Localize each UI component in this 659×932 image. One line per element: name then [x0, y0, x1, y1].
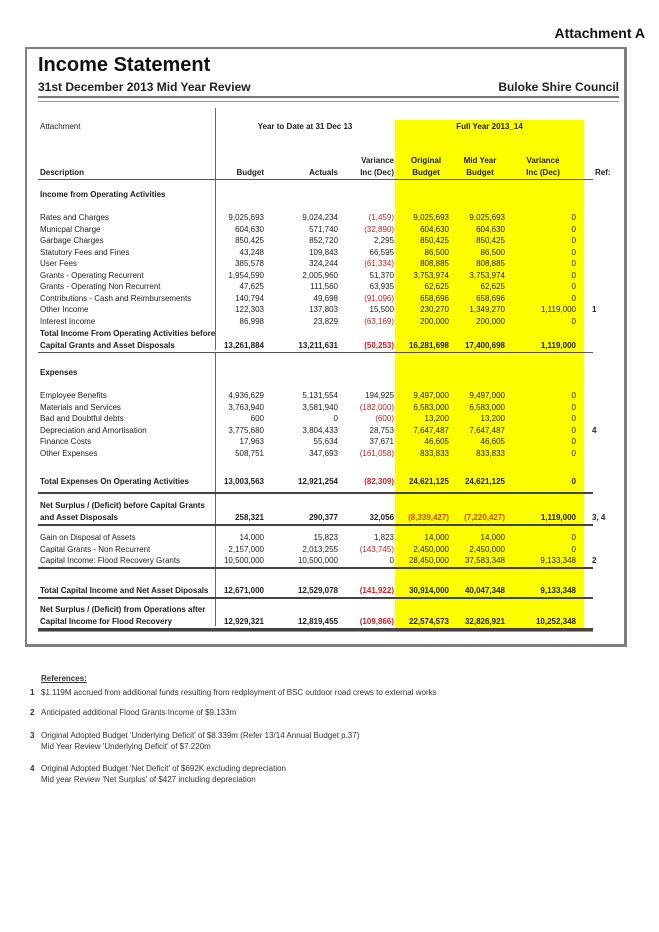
- row-midyear-budget: 833,833: [476, 448, 505, 458]
- row-description: Interest Income: [40, 316, 96, 326]
- col-variance-bottom: Inc (Dec): [360, 168, 394, 177]
- row-midyear-budget: 1,349,270: [469, 305, 505, 315]
- row-variance: 28,753: [369, 425, 394, 435]
- row-budget: 3,763,940: [228, 402, 264, 412]
- row-description: Bad and Doubtful debts: [40, 414, 124, 424]
- row-actuals: 571,740: [309, 224, 338, 234]
- row-variance: (32,890): [364, 224, 394, 234]
- expense-total-fy-variance: 0: [571, 477, 576, 486]
- row-original-budget: 833,833: [420, 448, 449, 458]
- row-fy-variance: 0: [571, 259, 576, 269]
- row-original-budget: 46,605: [424, 437, 449, 447]
- row-midyear-budget: 86,500: [480, 247, 505, 257]
- page-subtitle: 31st December 2013 Mid Year Review: [38, 80, 251, 94]
- row-description: Depreciation and Amortisation: [40, 425, 147, 435]
- row-fy-variance: 0: [571, 437, 576, 447]
- row-budget: 140,794: [235, 293, 264, 303]
- row-actuals: 23,829: [313, 316, 338, 326]
- row-midyear-budget: 7,647,487: [469, 425, 505, 435]
- reference-text: $1.119M accrued from additional funds resulting from redployment of BSC outdoor road crews to external works: [41, 688, 437, 697]
- row-budget: 4,936,629: [228, 391, 264, 400]
- net-after-rule: [38, 628, 593, 632]
- row-budget: 10,500,000: [223, 556, 264, 566]
- row-original-budget: 850,425: [420, 236, 449, 246]
- income-total-budget: 13,261,884: [223, 341, 264, 350]
- row-variance: (182,000): [359, 402, 394, 412]
- row-midyear-budget: 6,583,000: [469, 402, 505, 412]
- row-budget: 122,303: [235, 305, 264, 315]
- expense-total-midyear: 24,621,125: [464, 477, 505, 486]
- row-ref: 1: [592, 305, 597, 315]
- expense-total-variance: (82,309): [364, 477, 394, 486]
- row-original-budget: 604,630: [420, 224, 449, 234]
- income-total-variance: (50,253): [364, 341, 394, 350]
- col-fy-variance-top: Variance: [526, 156, 560, 165]
- row-midyear-budget: 808,885: [476, 259, 505, 269]
- council-name: Buloke Shire Council: [498, 80, 619, 94]
- capital-total-original: 30,914,000: [408, 586, 449, 595]
- row-original-budget: 200,000: [420, 316, 449, 326]
- row-fy-variance: 0: [571, 414, 576, 424]
- net-after-label-2: Capital Income for Flood Recovery: [40, 617, 173, 626]
- row-budget: 385,578: [235, 259, 264, 269]
- row-description: Other Income: [40, 305, 89, 315]
- net-after-variance: (109,866): [359, 617, 394, 626]
- row-description: User Fees: [40, 259, 77, 269]
- row-fy-variance: 0: [571, 247, 576, 257]
- expense-total-original: 24,621,125: [408, 477, 449, 486]
- attachment-label-cell: Attachment: [40, 122, 81, 131]
- row-midyear-budget: 604,630: [476, 224, 505, 234]
- row-budget: 9,025,693: [228, 213, 264, 222]
- row-fy-variance: 0: [571, 293, 576, 303]
- row-description: Finance Costs: [40, 437, 92, 447]
- header-rule: [38, 179, 593, 180]
- reference-text-continued: Mid year Review 'Net Surplus' of $427 including depreciation: [41, 775, 256, 784]
- row-fy-variance: 0: [571, 402, 576, 412]
- capital-total-actuals: 12,529,078: [297, 586, 338, 595]
- row-fy-variance: 0: [571, 316, 576, 326]
- row-budget: 508,751: [235, 448, 264, 458]
- row-actuals: 111,560: [310, 282, 338, 292]
- references-heading: References:: [41, 674, 87, 683]
- net-before-label-2: and Asset Disposals: [40, 513, 118, 522]
- reference-number: 4: [30, 764, 35, 773]
- row-fy-variance: 0: [571, 282, 576, 292]
- expense-section-heading: Expenses: [40, 368, 78, 377]
- row-actuals: 9,024,234: [302, 213, 338, 222]
- row-description: Garbage Charges: [40, 236, 104, 246]
- capital-total-label: Total Capital Income and Net Asset Diposals: [40, 586, 209, 595]
- row-variance: (143,745): [359, 544, 394, 554]
- row-variance: (63,169): [364, 316, 394, 326]
- row-variance: 66,595: [369, 247, 394, 257]
- row-actuals: 0: [333, 414, 338, 424]
- net-before-midyear: (7,220,427): [464, 513, 505, 522]
- reference-number: 3: [30, 731, 35, 740]
- row-budget: 86,998: [239, 316, 264, 326]
- col-budget: Budget: [236, 168, 264, 177]
- net-before-ref: 3, 4: [592, 513, 606, 522]
- capital-total-fy-variance: 9,133,348: [540, 586, 576, 595]
- income-total-rule: [38, 352, 593, 353]
- row-midyear-budget: 658,696: [476, 293, 505, 303]
- reference-text: Anticipated additional Flood Grants Income of $9.133m: [41, 708, 237, 717]
- row-variance: 194,925: [365, 391, 394, 400]
- row-variance: (161,058): [359, 448, 394, 458]
- col-description: Description: [40, 168, 85, 177]
- net-after-budget: 12,929,321: [223, 617, 264, 626]
- row-actuals: 5,131,554: [302, 391, 338, 400]
- capital-rows-rule: [38, 567, 593, 569]
- expense-total-budget: 13,003,563: [223, 477, 264, 486]
- row-midyear-budget: 13,200: [480, 414, 505, 424]
- row-actuals: 3,581,940: [302, 402, 338, 412]
- row-description: Statutory Fees and Fines: [40, 247, 130, 257]
- net-after-fy-variance: 10,252,348: [535, 617, 576, 626]
- reference-text: Original Adopted Budget 'Net Deficit' of $692K excluding depreciation: [41, 764, 286, 773]
- row-budget: 14,000: [239, 533, 264, 542]
- row-fy-variance: 0: [571, 270, 576, 280]
- row-midyear-budget: 9,497,000: [469, 391, 505, 400]
- row-original-budget: 230,270: [420, 305, 449, 315]
- net-before-budget: 258,321: [235, 513, 264, 522]
- row-ref: 2: [592, 556, 597, 566]
- row-fy-variance: 0: [571, 391, 576, 400]
- net-after-actuals: 12,819,455: [297, 617, 338, 626]
- col-midyear-bottom: Budget: [466, 168, 494, 177]
- row-description: Contributions - Cash and Reimbursements: [40, 293, 192, 303]
- col-actuals: Actuals: [309, 168, 338, 177]
- net-before-rule: [38, 524, 593, 526]
- row-description: Capital Income: Flood Recovery Grants: [40, 556, 181, 566]
- capital-total-variance: (141,922): [359, 586, 394, 595]
- row-variance: 37,671: [369, 437, 394, 447]
- col-original-top: Original: [410, 156, 442, 165]
- row-midyear-budget: 2,450,000: [469, 544, 505, 554]
- row-variance: (91,096): [364, 293, 394, 303]
- row-variance: (600): [375, 414, 394, 424]
- income-total-label-1: Total Income From Operating Activities before: [40, 329, 216, 338]
- row-variance: (61,334): [364, 259, 394, 269]
- row-original-budget: 28,450,000: [408, 556, 449, 566]
- row-budget: 3,775,680: [228, 425, 264, 435]
- row-description: Gain on Disposal of Assets: [40, 533, 136, 542]
- row-fy-variance: 0: [571, 544, 576, 554]
- row-midyear-budget: 62,625: [480, 282, 505, 292]
- row-original-budget: 62,625: [424, 282, 449, 292]
- row-midyear-budget: 3,753,974: [469, 270, 505, 280]
- row-midyear-budget: 37,583,348: [464, 556, 505, 566]
- page-title: Income Statement: [38, 54, 211, 76]
- net-before-fy-variance: 1,119,000: [540, 513, 576, 522]
- row-actuals: 109,843: [309, 247, 338, 257]
- row-description: Other Expenses: [40, 448, 98, 458]
- row-ref: 4: [592, 425, 597, 435]
- row-original-budget: 808,885: [420, 259, 449, 269]
- row-variance: (1,459): [368, 213, 394, 222]
- row-actuals: 10,500,000: [297, 556, 338, 566]
- capital-total-budget: 12,671,000: [223, 586, 264, 595]
- row-description: Employee Benefits: [40, 391, 107, 400]
- row-original-budget: 86,500: [424, 247, 449, 257]
- header-divider: [38, 96, 619, 102]
- capital-total-rule: [38, 597, 593, 599]
- row-variance: 51,370: [369, 270, 394, 280]
- row-fy-variance: 0: [571, 224, 576, 234]
- row-fy-variance: 0: [571, 213, 576, 222]
- income-section-heading: Income from Operating Activities: [40, 190, 166, 199]
- net-after-midyear: 32,826,921: [464, 617, 505, 626]
- net-after-label-1: Net Surplus / (Deficit) from Operations after: [40, 605, 206, 614]
- reference-text-continued: Mid Year Review 'Underlying Deficit' of $7.220m: [41, 742, 211, 751]
- column-divider: [215, 352, 216, 626]
- row-midyear-budget: 46,605: [480, 437, 505, 447]
- row-description: Grants - Operating Recurrent: [40, 270, 144, 280]
- row-fy-variance: 0: [571, 425, 576, 435]
- row-budget: 43,248: [239, 247, 264, 257]
- row-variance: 15,500: [369, 305, 394, 315]
- net-after-original: 22,574,573: [408, 617, 449, 626]
- row-original-budget: 6,583,000: [413, 402, 449, 412]
- attachment-label: Attachment A: [554, 25, 645, 41]
- reference-number: 2: [30, 708, 35, 717]
- column-divider: [215, 108, 216, 350]
- col-midyear-top: Mid Year: [463, 156, 497, 165]
- row-midyear-budget: 9,025,693: [469, 213, 505, 222]
- row-description: Municpal Charge: [40, 224, 101, 234]
- row-budget: 604,630: [235, 224, 264, 234]
- row-budget: 17,963: [239, 437, 264, 447]
- row-actuals: 3,804,433: [302, 425, 338, 435]
- row-variance: 2,295: [373, 236, 394, 246]
- row-variance: 63,935: [369, 282, 394, 292]
- row-description: Materials and Services: [40, 402, 121, 412]
- row-actuals: 324,244: [309, 259, 338, 269]
- row-midyear-budget: 850,425: [476, 236, 505, 246]
- income-total-actuals: 13,211,631: [298, 341, 338, 350]
- col-ref: Ref:: [595, 168, 611, 177]
- row-budget: 1,954,590: [228, 270, 264, 280]
- net-before-original: (8,339,427): [408, 513, 449, 522]
- row-variance: 1,823: [373, 533, 394, 542]
- row-original-budget: 658,696: [420, 293, 449, 303]
- row-original-budget: 2,450,000: [413, 544, 449, 554]
- row-midyear-budget: 14,000: [480, 533, 505, 542]
- income-total-midyear: 17,400,698: [464, 341, 505, 350]
- reference-number: 1: [30, 688, 35, 697]
- row-actuals: 55,634: [313, 437, 338, 447]
- row-budget: 47,625: [239, 282, 264, 292]
- reference-text: Original Adopted Budget 'Underlying Deficit' of $8.339m (Refer 13/14 Annual Budget p.37): [41, 731, 360, 740]
- row-budget: 2,157,000: [228, 544, 264, 554]
- income-total-fy-variance: 1,119,000: [540, 341, 576, 350]
- row-actuals: 15,823: [313, 533, 338, 542]
- row-original-budget: 3,753,974: [413, 270, 449, 280]
- col-variance-top: Variance: [361, 156, 394, 165]
- ytd-group-header: Year to Date at 31 Dec 13: [257, 122, 353, 131]
- col-original-bottom: Budget: [412, 168, 440, 177]
- row-budget: 600: [250, 414, 264, 424]
- row-variance: 0: [389, 556, 394, 566]
- row-actuals: 2,005,960: [302, 270, 338, 280]
- row-budget: 850,425: [235, 236, 264, 246]
- income-total-original: 16,281,698: [408, 341, 449, 350]
- expense-total-actuals: 12,921,254: [297, 477, 338, 486]
- row-original-budget: 9,497,000: [413, 391, 449, 400]
- expense-total-label: Total Expenses On Operating Activities: [40, 477, 189, 486]
- row-fy-variance: 0: [571, 533, 576, 542]
- row-actuals: 137,803: [309, 305, 338, 315]
- row-actuals: 49,698: [313, 293, 338, 303]
- row-description: Capital Grants - Non Recurrent: [40, 544, 151, 554]
- row-original-budget: 14,000: [424, 533, 449, 542]
- net-before-label-1: Net Surplus / (Deficit) before Capital Grants: [40, 501, 205, 510]
- row-actuals: 347,693: [309, 448, 338, 458]
- col-fy-variance-bottom: Inc (Dec): [526, 168, 560, 177]
- row-description: Grants - Operating Non Recurrent: [40, 282, 161, 292]
- row-fy-variance: 1,119,000: [541, 305, 576, 315]
- row-original-budget: 9,025,693: [413, 213, 449, 222]
- row-actuals: 2,013,255: [302, 544, 338, 554]
- row-fy-variance: 9,133,348: [540, 556, 576, 566]
- row-fy-variance: 0: [571, 236, 576, 246]
- net-before-actuals: 290,377: [309, 513, 338, 522]
- expense-total-rule: [38, 492, 593, 494]
- net-before-variance: 32,056: [369, 513, 394, 522]
- row-description: Rates and Charges: [40, 213, 109, 222]
- capital-total-midyear: 40,047,348: [464, 586, 505, 595]
- row-original-budget: 13,200: [424, 414, 449, 424]
- row-midyear-budget: 200,000: [476, 316, 505, 326]
- full-year-group-header: Full Year 2013_14: [456, 122, 523, 131]
- row-fy-variance: 0: [571, 448, 576, 458]
- row-actuals: 852,720: [309, 236, 338, 246]
- row-original-budget: 7,647,487: [413, 425, 449, 435]
- income-total-label-2: Capital Grants and Asset Disposals: [40, 341, 175, 350]
